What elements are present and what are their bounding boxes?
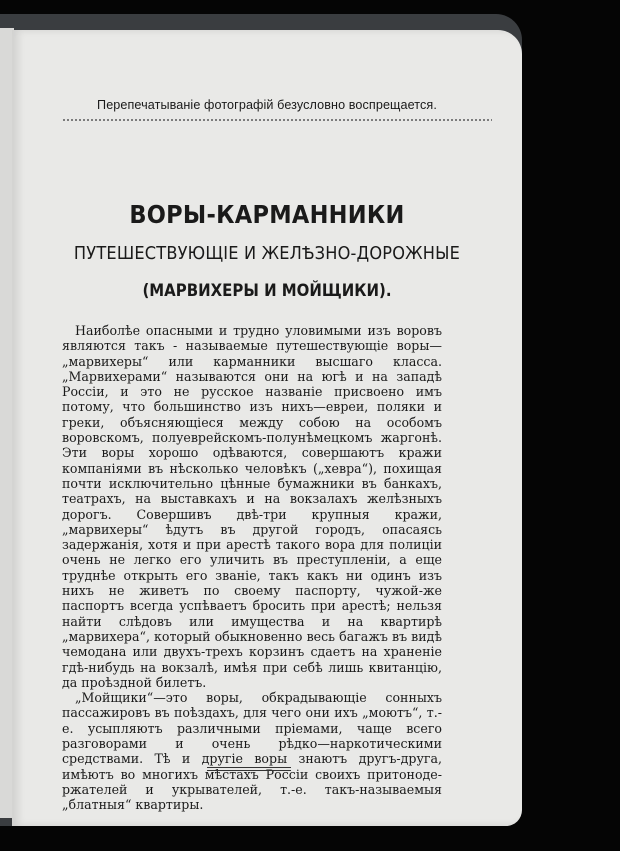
end-divider-second-line bbox=[207, 770, 291, 771]
paragraph: Наиболѣе опасными и трудно уловимыми изъ воровъ являются такъ - называемые путешествующіе воры— „марвихеры“ или карманники высшаго класса. „Марвихерами“ называются они на югѣ и на западѣ Россіи, и это не русское названіе присвоено имъ потому, что большинство изъ нихъ—евреи, поляки и греки, объясняющіеся между собою на особомъ воровскомъ, полуеврейскомъ-полунѣмецкомъ жаргонѣ. Эти воры хорошо одѣваются, совершаютъ кражи компаніями въ нѣсколько человѣкъ („хевра“), похищая почти исключительно цѣнные бумажники въ банкахъ, театрахъ, на выставкахъ и на вокзалахъ желѣзныхъ дорогъ. Совершивъ двѣ-три крупныя кражи, „марвихеры“ ѣдутъ въ другой городъ, опасаясь задержанія, хотя и при арестѣ такого вора для полиціи очень не легко его уличить въ преступленіи, а еще труднѣе открыть его званіе, такъ какъ ни одинъ изъ нихъ не живетъ по своему паспорту, чужой-же паспортъ всегда успѣваетъ бросить при арестѣ; нельзя найти слѣдовъ или имущества и на квартирѣ „марвихера“, который обыкновенно весь багажъ въ видѣ чемодана или двухъ-трехъ корзинъ сдаетъ на храненіе гдѣ-нибудь на вокзалѣ, имѣя при себѣ лишь квитанцію, да проѣздной билетъ. bbox=[62, 323, 442, 690]
book-page bbox=[12, 30, 522, 826]
paragraph: „Мойщики“—это воры, обкрадывающіе сонныхъ пассажировъ въ поѣздахъ, для чего они ихъ „моютъ“, т.-е. усыпляютъ различными пріемами, чаще всего разговорами и очень рѣдко—наркотическими средствами. Тѣ и другіе воры знаютъ другъ-друга, имѣютъ во многихъ мѣстахъ Россіи своихъ притонодержателей и укрывателей, т.-е. такъ-называемыя „блатныя“ квартиры. bbox=[62, 690, 442, 813]
article-subtitle-note: (МАРВИХЕРЫ И МОЙЩИКИ). bbox=[142, 281, 392, 301]
ornamental-rule bbox=[62, 118, 492, 124]
article-title: ВОРЫ-КАРМАННИКИ bbox=[129, 200, 405, 229]
article-body bbox=[62, 323, 442, 813]
reprint-notice: Перепечатываніе фотографій безусловно воспрещается. bbox=[97, 98, 437, 112]
article-subtitle: ПУТЕШЕСТВУЮЩІЕ И ЖЕЛѢЗНО-ДОРОЖНЫЕ bbox=[73, 243, 461, 264]
end-divider bbox=[207, 767, 291, 768]
